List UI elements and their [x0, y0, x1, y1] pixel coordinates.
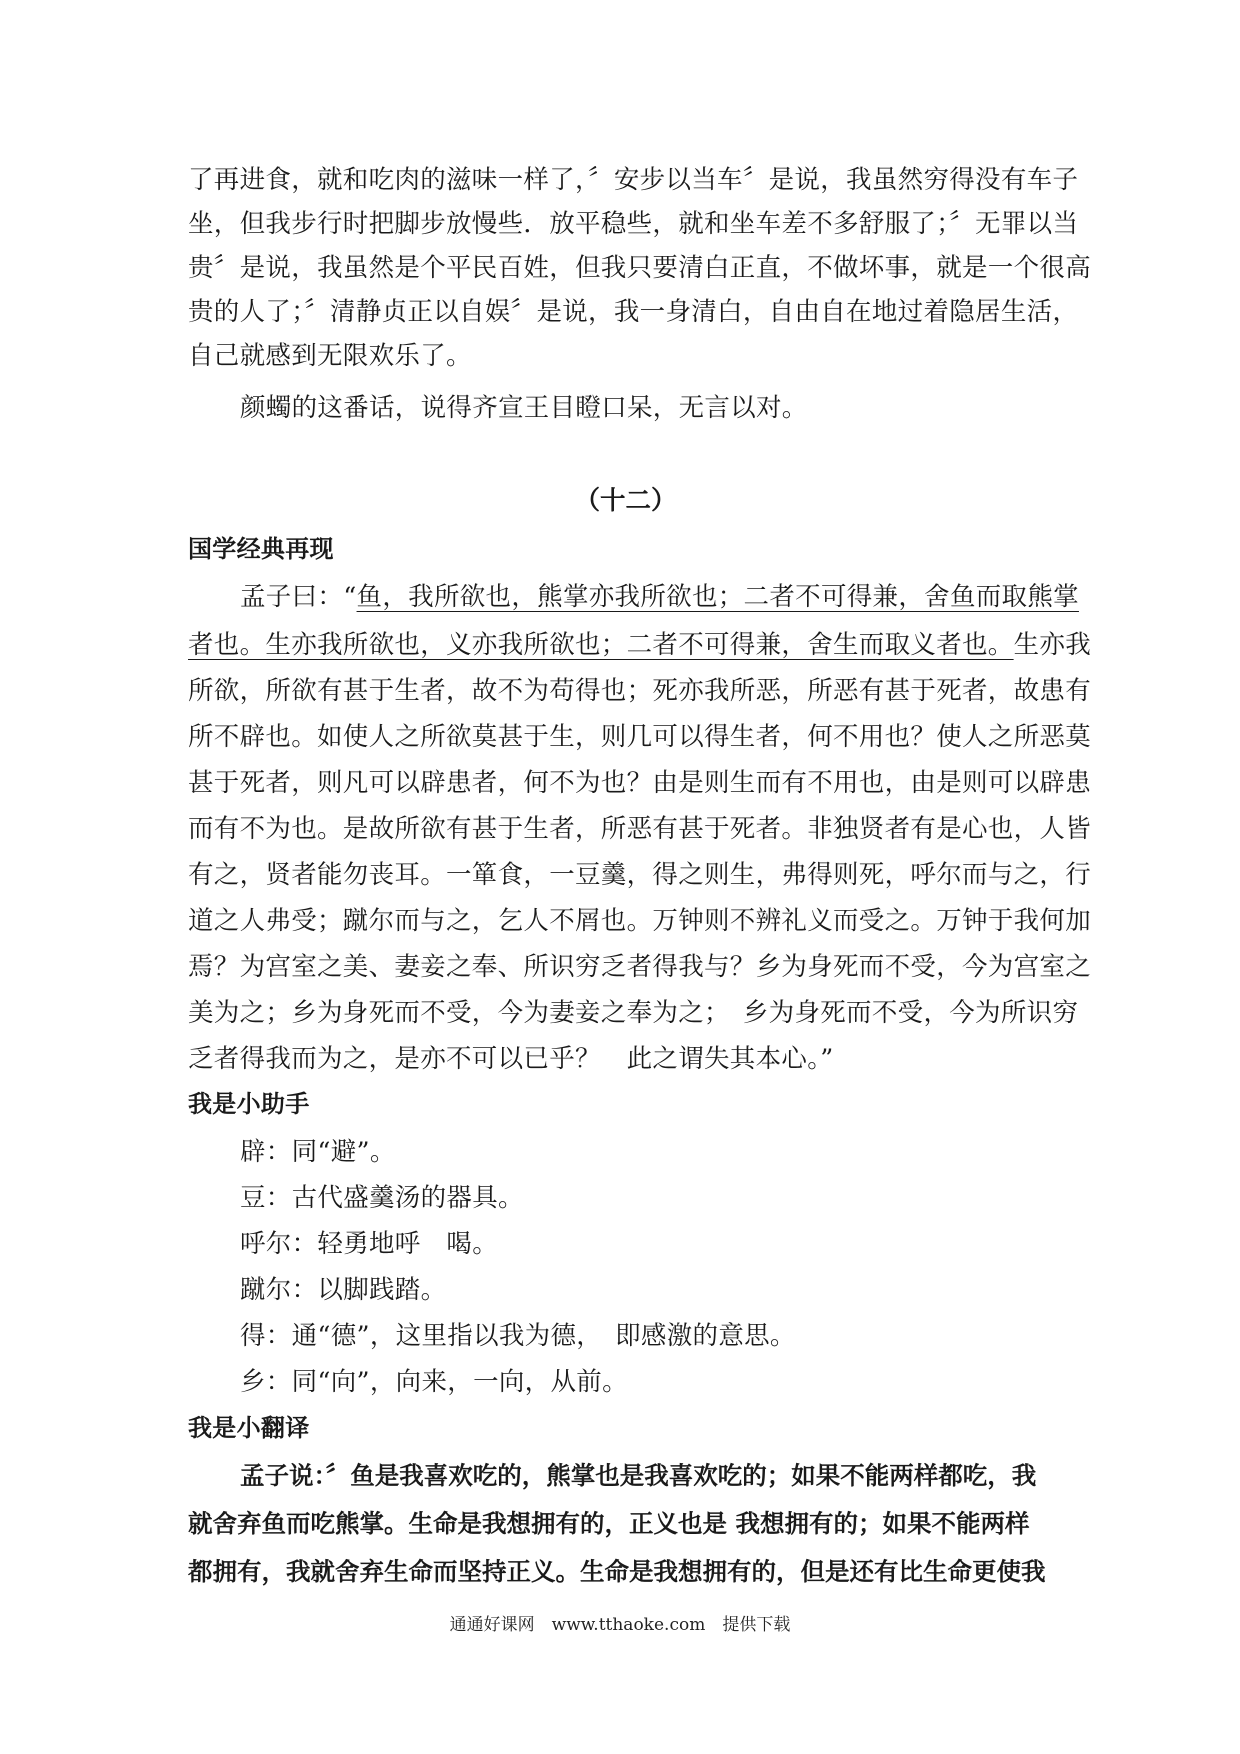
paragraph-line: 贵〞是说，我虽然是个平民百姓，但我只要清白正直，不做坏事，就是一个很高 [188, 253, 1092, 283]
page-footer: 通通好课网 www.tthaoke.com 提供下载 [449, 1615, 791, 1635]
classic-line: 乏者得我而为之，是亦不可以已乎？ 此之谓失其本心。” [188, 1044, 834, 1074]
classic-line: 而有不为也。是故所欲有甚于生者，所恶有甚于死者。非独贤者有是心也，人皆 [188, 814, 1092, 844]
classic-line: 所不辟也。如使人之所欲莫甚于生，则几可以得生者，何不用也？使人之所恶莫 [188, 722, 1092, 752]
paragraph-line: 颜蠋的这番话，说得齐宣王目瞪口呆，无言以对。 [240, 393, 808, 423]
classic-line: 焉？为宫室之美、妻妾之奉、所识穷乏者得我与？乡为身死而不受，今为宫室之 [188, 952, 1092, 982]
note-item: 辟：同“避”。 [240, 1137, 396, 1167]
note-item: 得：通“德”，这里指以我为德， 即感激的意思。 [240, 1321, 796, 1351]
paragraph-line: 自己就感到无限欢乐了。 [188, 341, 472, 371]
paragraph-line: 贵的人了；〞清静贞正以自娱〞是说，我一身清白，自由自在地过着隐居生活， [188, 297, 1079, 327]
classic-heading: 国学经典再现 [188, 534, 334, 563]
note-item: 豆：古代盛羹汤的器具。 [240, 1183, 524, 1213]
translate-heading: 我是小翻译 [188, 1413, 310, 1442]
translation-line: 都拥有，我就舍弃生命而坚持正义。生命是我想拥有的，但是还有比生命更使我 [188, 1557, 1046, 1586]
classic-line [188, 575, 1079, 619]
classic-line [188, 623, 1092, 667]
classic-line: 有之，贤者能勿丧耳。一箪食，一豆羹，得之则生，弗得则死，呼尔而与之，行 [188, 860, 1092, 890]
translation-line: 孟子说：〞鱼是我喜欢吃的，熊掌也是我喜欢吃的；如果不能两样都吃，我 [240, 1461, 1037, 1490]
classic-line: 甚于死者，则凡可以辟患者，何不为也？由是则生而有不用也，由是则可以辟患 [188, 768, 1092, 798]
note-item: 乡：同“向”，向来，一向，从前。 [240, 1367, 628, 1397]
paragraph-line: 坐，但我步行时把脚步放慢些．放平稳些，就和坐车差不多舒服了；〞无罪以当 [188, 209, 1079, 239]
classic-line-start: 孟子曰：“ [240, 582, 357, 612]
classic-line-end: 生亦我 [1013, 630, 1092, 660]
note-item: 呼尔：轻勇地呼 喝。 [240, 1229, 499, 1259]
translation-line: 就舍弃鱼而吃熊掌。生命是我想拥有的，正义也是 我想拥有的；如果不能两样 [188, 1509, 1030, 1538]
classic-line: 所欲，所欲有甚于生者，故不为苟得也；死亦我所恶，所恶有甚于死者，故患有 [188, 676, 1092, 706]
section-title: （十二） [574, 486, 677, 516]
paragraph-line: 了再进食，就和吃肉的滋味一样了，〞安步以当车〞是说，我虽然穷得没有车子 [188, 165, 1079, 195]
underlined-quote: 者也。生亦我所欲也，义亦我所欲也；二者不可得兼，舍生而取义者也。 [188, 630, 1014, 660]
classic-line: 美为之；乡为身死而不受，今为妻妾之奉为之； 乡为身死而不受，今为所识穷 [188, 998, 1079, 1028]
underlined-quote: 鱼，我所欲也，熊掌亦我所欲也；二者不可得兼，舍鱼而取熊掌 [356, 582, 1079, 612]
classic-line: 道之人弗受；蹴尔而与之，乞人不屑也。万钟则不辨礼义而受之。万钟于我何加 [188, 906, 1092, 936]
helper-heading: 我是小助手 [188, 1089, 310, 1118]
note-item: 蹴尔：以脚践踏。 [240, 1275, 447, 1305]
